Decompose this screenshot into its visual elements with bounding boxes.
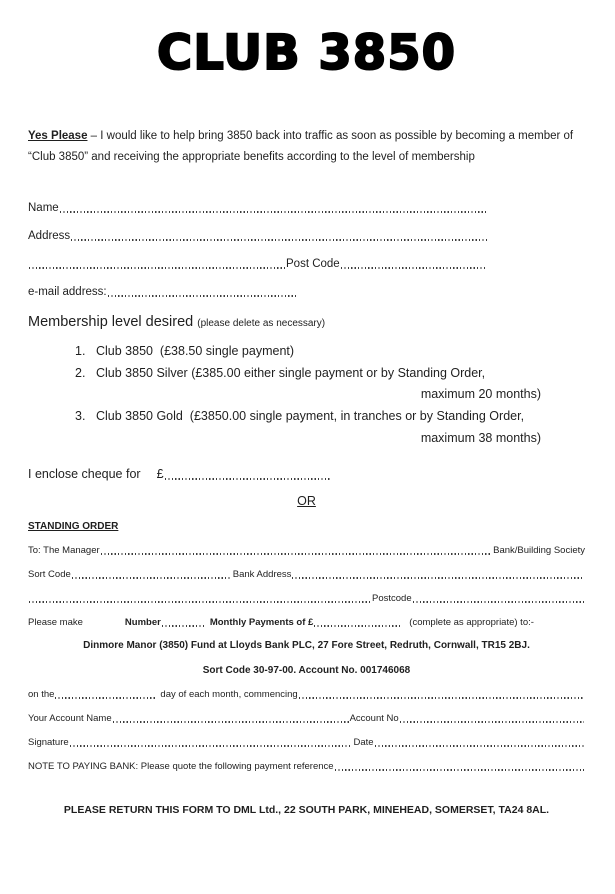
account-no-label: Account No <box>349 712 399 724</box>
fund-account-line: Sort Code 30-97-00. Account No. 001746068 <box>202 664 411 676</box>
or-divider: OR <box>297 493 316 508</box>
membership-option-1 <box>75 341 585 363</box>
sort-code-fill-line <box>72 577 232 579</box>
address-row <box>28 229 488 243</box>
membership-option-2 <box>75 363 585 385</box>
option-text: Club 3850 Gold (£3850.00 single payment, in tranches or by Standing Order, <box>96 409 525 424</box>
bank-postcode-fill-line <box>413 601 584 603</box>
address-label: Address <box>28 230 71 242</box>
on-the-label: on the <box>28 688 55 700</box>
bank-address-fill-line <box>292 577 584 579</box>
account-no-fill-line <box>400 721 584 723</box>
name-row <box>28 201 488 215</box>
standing-order-heading: STANDING ORDER <box>28 520 119 532</box>
signature-row <box>28 737 585 749</box>
number-label: Number <box>124 616 161 628</box>
membership-option-3 <box>75 406 585 428</box>
postcode-label: Post Code <box>286 258 340 270</box>
signature-fill-line <box>70 745 353 747</box>
standing-order-section <box>28 545 585 773</box>
bank-society-label: Bank/Building Society <box>493 544 585 556</box>
paying-bank-note-row <box>28 761 585 773</box>
please-make-row <box>28 617 585 629</box>
option-number: 1. <box>75 344 86 358</box>
fund-address-line: Dinmore Manor (3850) Fund at Lloyds Bank PLC, 27 Fore Street, Redruth, Cornwall, TR15 2BJ. <box>83 639 530 651</box>
name-fill-line <box>60 211 487 213</box>
account-name-fill-line <box>113 721 349 723</box>
bank-postcode-label: Postcode <box>372 592 412 604</box>
option-text: Club 3850 Silver (£385.00 either single payment or by Standing Order, <box>96 365 486 380</box>
date-label: Date <box>353 736 374 748</box>
intro-line2: “Club 3850” and receiving the appropriate benefits according to the level of membership <box>28 151 475 163</box>
signature-label: Signature <box>28 736 69 748</box>
monthly-amount-fill-line <box>314 625 402 627</box>
name-label: Name <box>28 202 59 214</box>
contact-fields <box>28 201 585 299</box>
cheque-row <box>28 466 585 482</box>
postcode-fill-line <box>341 267 487 269</box>
email-row <box>28 285 488 299</box>
monthly-payments-label: Monthly Payments of £ <box>209 616 314 628</box>
paying-bank-note-label: NOTE TO PAYING BANK: Please quote the following payment reference <box>28 760 334 772</box>
bank-postcode-row <box>28 593 585 605</box>
email-fill-line <box>108 295 298 297</box>
membership-options <box>75 341 585 450</box>
cheque-amount-fill-line <box>165 478 330 480</box>
to-manager-row <box>28 545 585 557</box>
intro-lead: Yes Please <box>28 130 88 142</box>
account-name-row <box>28 713 585 725</box>
address2-fill-line <box>29 267 285 269</box>
number-fill-line <box>162 625 205 627</box>
your-account-name-label: Your Account Name <box>28 712 112 724</box>
option-text: Club 3850 (£38.50 single payment) <box>96 344 295 358</box>
sort-code-row <box>28 569 585 581</box>
cheque-label: I enclose cheque for <box>28 466 141 481</box>
email-label: e-mail address: <box>28 286 107 298</box>
membership-heading-note: (please delete as necessary) <box>197 318 326 329</box>
date-fill-line <box>375 745 584 747</box>
bank-address2-fill-line <box>29 601 371 603</box>
membership-heading <box>28 313 585 333</box>
postcode-row <box>28 257 488 271</box>
membership-heading-text: Membership level desired <box>28 314 198 330</box>
bank-address-label: Bank Address <box>232 568 292 580</box>
form-page <box>0 22 615 817</box>
page-title: CLUB 3850 <box>157 25 456 81</box>
to-manager-label: To: The Manager <box>28 544 100 556</box>
intro-paragraph <box>28 126 585 168</box>
complete-as-appropriate-label: (complete as appropriate) to:- <box>409 616 534 628</box>
option-number: 2. <box>75 365 86 380</box>
please-make-label: Please make <box>28 616 83 628</box>
address-fill-line <box>71 239 487 241</box>
return-instruction: PLEASE RETURN THIS FORM TO DML Ltd., 22 SOUTH PARK, MINEHEAD, SOMERSET, TA24 8AL. <box>63 803 550 816</box>
commencing-row <box>28 689 585 701</box>
membership-option-2-continuation: maximum 20 months) <box>420 387 541 402</box>
day-fill-line <box>55 697 155 699</box>
bank-name-fill-line <box>101 553 492 555</box>
membership-option-3-continuation: maximum 38 months) <box>420 430 541 445</box>
pound-sign: £ <box>156 466 164 481</box>
intro-line1: – I would like to help bring 3850 back into traffic as soon as possible by becoming a member of <box>87 130 574 142</box>
sort-code-label: Sort Code <box>28 568 71 580</box>
commencing-label: day of each month, commencing <box>160 688 298 700</box>
option-number: 3. <box>75 409 86 424</box>
commencing-fill-line <box>299 697 584 699</box>
payment-reference-fill-line <box>335 769 584 771</box>
